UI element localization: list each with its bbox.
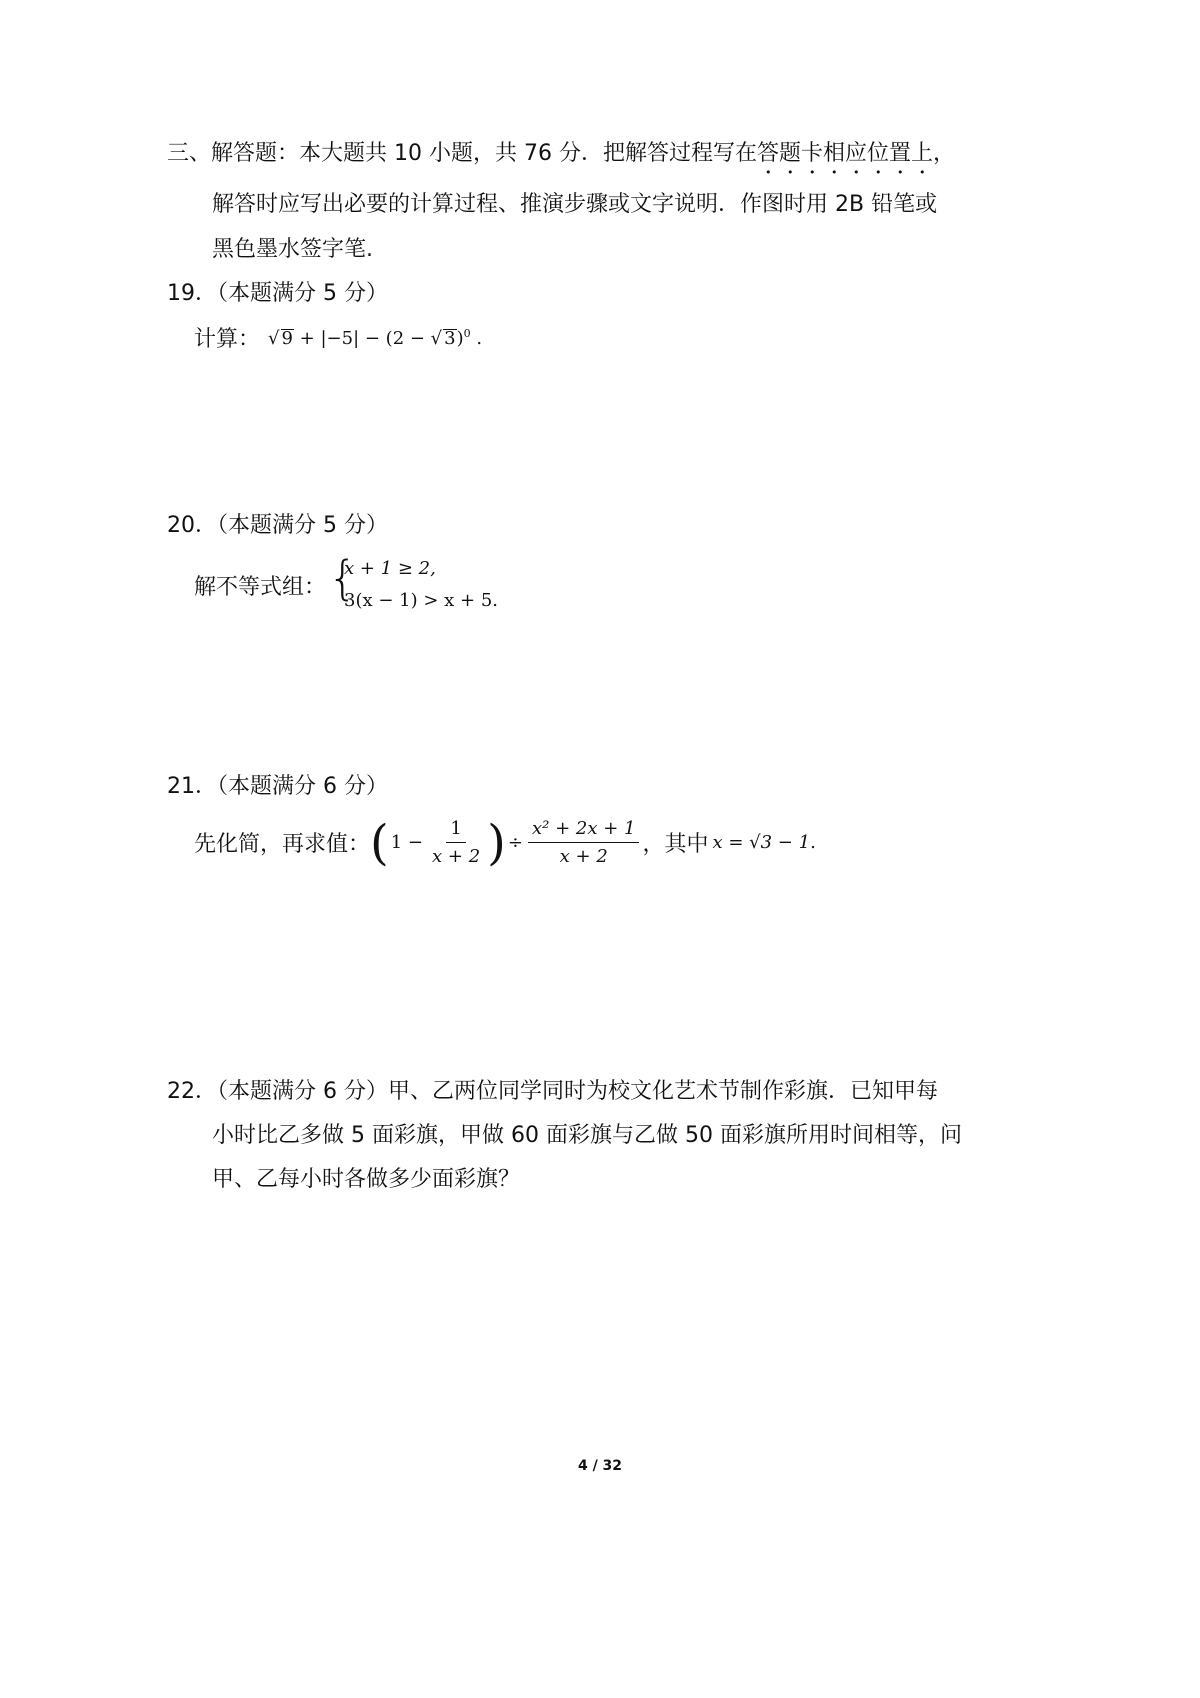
q20-brace: {: [328, 551, 358, 605]
q20-inequality-1: [344, 558, 436, 579]
q19-exponent: 0: [463, 326, 471, 340]
q20-prompt: 解不等式组：: [194, 575, 327, 600]
q22-line1: 22．（本题满分 6 分）甲、乙两位同学同时为校文化艺术节制作彩旗．已知甲每: [167, 1079, 938, 1104]
q21-body: 先化简，再求值： ( 1 − $\frac{1}{x + 2}$ ) ÷ $\frac{\text{x² + 2x + 1}}{x + 2}$ ，其中 x = √3 − 1 .: [194, 814, 816, 871]
q19-const: 2: [392, 327, 405, 349]
section-heading: [167, 136, 955, 179]
q19-prompt: 计算：: [194, 327, 261, 352]
section-instruction-line2: 解答时应写出必要的计算过程、推演步骤或文字说明．作图时用 2B 铅笔或: [212, 192, 938, 217]
q21-frac1-denominator: x + 2: [432, 846, 481, 867]
q21-condition: x = √3 − 1: [712, 832, 811, 853]
q22-line3: 甲、乙每小时各做多少面彩旗？: [212, 1167, 521, 1192]
q20-inequality-2: [344, 590, 498, 611]
q19-radicand-a: 9: [281, 327, 293, 349]
section-instruction-line3: 黑色墨水签字笔.: [212, 237, 373, 262]
q19-body: [194, 322, 482, 353]
q20-line1: x + 1 ≥ 2,: [344, 558, 436, 579]
q21-frac2-denominator: x + 2: [559, 846, 608, 867]
q21-expression: ( 1 − $\frac{1}{x + 2}$ ) ÷ $\frac{\text{x² + 2x + 1}}{x + 2}$: [370, 818, 642, 867]
q19-radicand-d: 3: [444, 327, 456, 349]
q21-frac2-numerator: x² + 2x + 1: [528, 818, 639, 843]
q21-number: 21．（本题满分 6 分）: [167, 774, 388, 799]
q20-line2: 3(x − 1) > x + 5.: [344, 590, 499, 611]
q21-where: ，其中: [642, 832, 709, 857]
section-heading-text: 三、解答题：本大题共 10 小题，共 76 分．把解答过程写在: [167, 141, 757, 166]
q21-prompt: 先化简，再求值：: [194, 832, 371, 857]
q22-line2: 小时比乙多做 5 面彩旗，甲做 60 面彩旗与乙做 50 面彩旗所用时间相等，问: [212, 1123, 962, 1148]
q19-abs-value: 5: [341, 327, 354, 349]
section-heading-punct: ，: [932, 141, 955, 166]
q20-number: 20．（本题满分 5 分）: [167, 513, 388, 538]
q19-expression: √ 9 + |−5| − (2 − √ 3)$^0$ .: [268, 326, 483, 349]
page-number: 4 / 32: [577, 1458, 623, 1474]
q21-fraction-1: [428, 818, 484, 867]
section-heading-emphasis: 答题卡相应位置上: [756, 141, 933, 166]
q21-frac1-numerator: 1: [446, 818, 465, 843]
q19-number: 19．（本题满分 5 分）: [167, 281, 388, 306]
q21-fraction-2: [528, 818, 639, 867]
